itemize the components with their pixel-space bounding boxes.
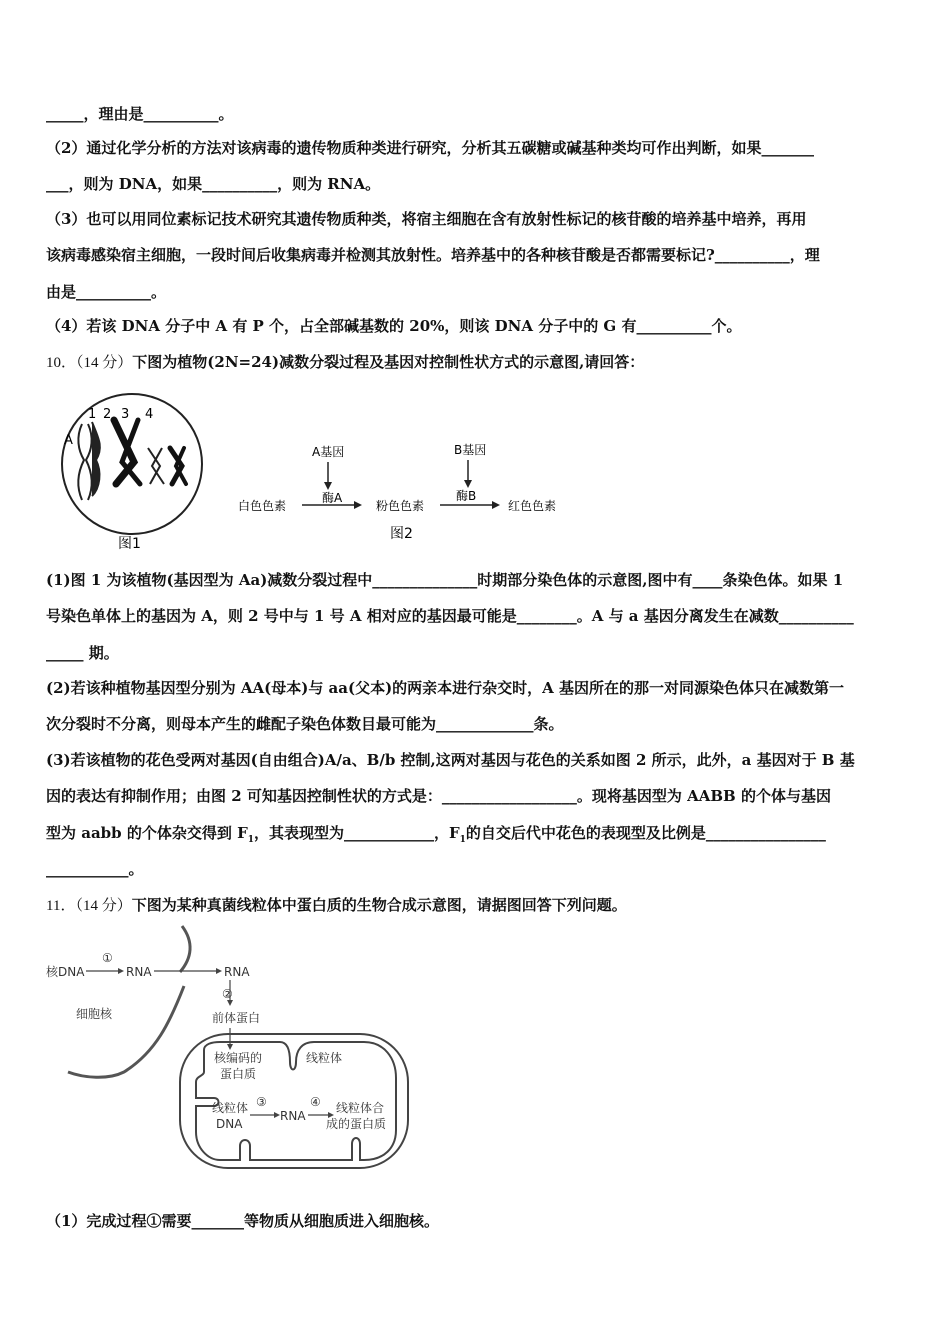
pigment-pink: 粉色色素 — [376, 499, 425, 513]
arrow-rna-transport — [216, 968, 222, 974]
step-2-label: ② — [222, 987, 233, 1001]
q11-stem — [46, 895, 627, 916]
chromatid-label-2: 2 — [103, 407, 112, 422]
pigment-red: 红色色素 — [508, 499, 557, 513]
q10-points: （14 分） — [76, 355, 133, 371]
q10-part1-line1: (1)图 1 为该植物(基因型为 Aa)减数分裂过程中______________时期部分染色体的示意图,图中有____条染色体。如果 1 — [46, 571, 844, 589]
q10-part3-line1: (3)若该植物的花色受两对基因(自由组合)A/a、B/b 控制,这两对基因与花色的关系如图 2 所示，此外，a 基因对于 B 基 — [46, 751, 855, 769]
f1-subscript-a: 1 — [247, 835, 254, 845]
gene-label-a: A — [64, 433, 73, 448]
q9-line-3: （3）也可以用同位素标记技术研究其遗传物质种类，将宿主细胞在含有放射性标记的核苷酸的培养基中培养，再用 — [46, 210, 807, 228]
q10-part3-line3 — [46, 823, 826, 850]
chromosome-4 — [148, 448, 164, 484]
chromosome-1 — [78, 424, 91, 500]
q11-figure — [44, 922, 424, 1174]
step-1-label: ① — [102, 951, 113, 965]
arrow-pink-to-red — [492, 501, 500, 509]
gene-a-arrow — [324, 482, 332, 490]
q10-part1-line2: 号染色单体上的基因为 A，则 2 号中与 1 号 A 相对应的基因最可能是________。A 与 a 基因分离发生在减数__________ — [46, 607, 854, 625]
q10-part3-line3-c: 的自交后代中花色的表现型及比例是________________ — [465, 824, 826, 842]
q9-line-5: 由是__________。 — [46, 283, 167, 301]
q10-number: 10． — [46, 355, 77, 371]
fig1-caption: 图1 — [118, 536, 141, 552]
chromosome-2 — [92, 422, 100, 496]
nuclear-encoded-protein-label-2: 蛋白质 — [220, 1067, 257, 1081]
enzyme-a-label: 酶A — [322, 491, 343, 505]
q10-part2-line2: 次分裂时不分离，则母本产生的雌配子染色体数目最可能为_____________条。 — [46, 715, 564, 733]
mt-dna-label-2: DNA — [216, 1117, 243, 1131]
nucleus-label: 细胞核 — [76, 1007, 113, 1021]
q10-part3-line2: 因的表达有抑制作用；由图 2 可知基因控制性状的方式是：__________________。现将基因型为 AABB 的个体与基因 — [46, 787, 831, 805]
enzyme-b-label: 酶B — [456, 489, 477, 503]
q10-figure-1 — [52, 392, 222, 552]
chromosome-5 — [170, 448, 186, 484]
q11-points: （14 分） — [75, 898, 132, 914]
mt-protein-label-1: 线粒体合 — [336, 1101, 385, 1115]
chromatid-label-1: 1 — [88, 407, 97, 422]
nuclear-dna-label: 核DNA — [46, 965, 85, 979]
nuclear-membrane-top — [180, 926, 190, 972]
arrow-white-to-pink — [354, 501, 362, 509]
q10-part3-line3-b: ，其表现型为____________，F — [254, 824, 460, 842]
mitochondrion-label: 线粒体 — [306, 1051, 343, 1065]
rna-label-1: RNA — [126, 965, 152, 979]
chromatid-label-3: 3 — [121, 407, 130, 422]
precursor-protein-label: 前体蛋白 — [212, 1011, 261, 1025]
mt-dna-label-1: 线粒体 — [212, 1101, 249, 1115]
step-4-label: ④ — [310, 1095, 321, 1109]
q10-part3-line3-a: 型为 aabb 的个体杂交得到 F — [46, 824, 248, 842]
q10-stem-text: 下图为植物(2N=24)减数分裂过程及基因对控制性状方式的示意图,请回答： — [132, 353, 645, 371]
q9-line-6: （4）若该 DNA 分子中 A 有 P 个，占全部碱基数的 20%，则该 DNA 分子中的 G 有__________个。 — [46, 317, 742, 335]
q9-line-2: ___，则为 DNA，如果__________，则为 RNA。 — [46, 175, 381, 193]
gene-a-label: A基因 — [312, 445, 345, 459]
q9-line-4: 该病毒感染宿主细胞，一段时间后收集病毒并检测其放射性。培养基中的各种核苷酸是否都需要标记?__________，理 — [46, 246, 820, 264]
gene-b-label: B基因 — [454, 443, 487, 457]
nuclear-encoded-protein-label-1: 核编码的 — [214, 1051, 263, 1065]
rna-label-3: RNA — [280, 1109, 306, 1123]
q10-stem — [46, 352, 644, 373]
q11-number: 11． — [46, 898, 76, 914]
q9-line-1: （2）通过化学分析的方法对该病毒的遗传物质种类进行研究，分析其五碳糖或碱基种类均可作出判断，如果_______ — [46, 139, 814, 157]
q10-figure-2 — [230, 438, 590, 548]
arrow-step-1 — [118, 968, 124, 974]
q10-part3-line4: ___________。 — [46, 860, 144, 878]
chromosome-3 — [114, 420, 140, 484]
nuclear-membrane-bottom — [68, 986, 184, 1077]
chromatid-label-4: 4 — [145, 407, 154, 422]
step-3-label: ③ — [256, 1095, 267, 1109]
q10-part2-line1: (2)若该种植物基因型分别为 AA(母本)与 aa(父本)的两亲本进行杂交时，A 基因所在的那一对同源染色体只在减数第一 — [46, 679, 845, 697]
f1-subscript-b: 1 — [459, 835, 466, 845]
q9-line-0: _____，理由是__________。 — [46, 105, 234, 123]
mt-protein-label-2: 成的蛋白质 — [326, 1117, 387, 1131]
rna-label-2: RNA — [224, 965, 250, 979]
q11-part1: （1）完成过程①需要_______等物质从细胞质进入细胞核。 — [46, 1212, 439, 1230]
arrow-import — [227, 1044, 233, 1050]
q11-stem-text: 下图为某种真菌线粒体中蛋白质的生物合成示意图，请据图回答下列问题。 — [131, 896, 627, 914]
pigment-white: 白色色素 — [238, 499, 287, 513]
q10-part1-line3: _____ 期。 — [46, 644, 119, 662]
gene-b-arrow — [464, 480, 472, 488]
fig2-caption: 图2 — [390, 526, 413, 542]
